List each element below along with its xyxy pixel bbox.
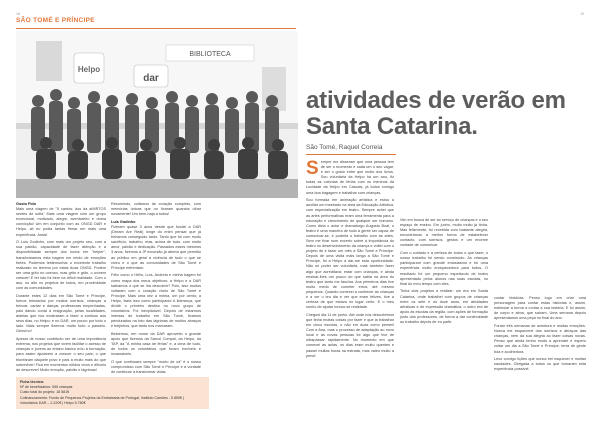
paragraph bbox=[16, 337, 106, 373]
paragraph-text: Cheguei dia 11 de junho. Até onde nós descobrimos que tinha muitas coisas por fazer e que ia trabalhar em cinco escolas, e não em duas como pensei! Com a Ana, mas o processo de adaptação ao novo local e às novas pessoas foi algo que tive de ultrapassar rapidamente. No momento em que comecei as aulas, os dias eram muito quentes e passei muitas horas na estrada, mas valeu muito a pena! bbox=[306, 312, 394, 358]
paragraph bbox=[111, 202, 201, 217]
info-box-line: Custo total do projeto: 18 581€ bbox=[20, 390, 70, 395]
paragraph bbox=[306, 198, 394, 310]
authors-divider bbox=[306, 154, 396, 155]
article-headline: atividades de verão em Santa Catarina. bbox=[306, 87, 566, 140]
paragraph bbox=[494, 324, 586, 355]
paragraph-text: Mais uma viagem de "5 cantos: dos da aMIRTOS sentes de sofia" Mais uma viagem com um grupo excecional, motivado, alegre, aventureiro e duma convicção! Um em conjunto com as ONGD DAR e Helpo, alí eu podia tantas firmar em mais uma experiência. Assis! bbox=[16, 207, 106, 237]
paragraph-text: Resumindo, voltamos de coração completo, com memórias únicas que no ficaram quantos olhar novamente! Um bem-haja a todos! bbox=[111, 202, 201, 217]
paragraph-text: Durante estes 12 dias em São Tomé e Príncipe, fomos brindados por muitos sorrisos, crianças a brincar, cantar e dançar, professoras empenhadas, pais dando conta a resignação, pelas localidades, aldeias que nos mostraram a fazer a sorrisos aos seus dias, no Helpo; e no DAR, um pouco por todo o lado. Mais sempre fizemos muito todo o passeio. Genuíno! bbox=[16, 293, 106, 334]
paragraph bbox=[494, 296, 586, 321]
paragraph bbox=[16, 202, 106, 238]
paragraph bbox=[400, 289, 488, 325]
paragraph-text: Foram três semanas de aventura e muitas emoções. Nunca me esquecerei dos sorrisos e abraços das crianças, nem da sua alegria ao fazer coisas novas. Penso que ainda tenho muito a aprender e espero voltar um dia a São Tomé e Príncipe, terra de gente boa e acolhedora. bbox=[494, 324, 586, 354]
paragraph-lead: Luís Godinho bbox=[111, 219, 136, 224]
section-label: SÃO TOMÉ E PRÍNCIPE bbox=[16, 17, 95, 24]
paragraph bbox=[111, 273, 201, 329]
paragraph-lead: Gosto Fido bbox=[16, 202, 37, 206]
paragraph-text: O Luís Godinho, com mais um projeto seu, com a sua paixão, capacidade de fazer atenção e a disponibilidade sempre dos todos em "helper", transformamos esta bagem em minto de emoções fortes. Podemos testemunhar o excelente trabalho realizado no terreno por estas duas ONGD. Podem ser uma grito no ocenso, mas grito e grito, o ovivem crescer! E ter isto foi bem na difícil realidade. Com o aso, no alto no projetos de todos, em proximidade com as comunidades. bbox=[16, 240, 106, 291]
right-column-b bbox=[400, 218, 488, 328]
paragraph-text: O que continuará sempre "morto de cá" é o nosso compromisso com São Tomé e Príncipe e a vontade de continuar a transformar vidas. bbox=[111, 360, 201, 375]
page-number-right: 19 bbox=[580, 12, 584, 16]
paragraph bbox=[400, 218, 488, 249]
paragraph-text: Tinha dois projetos a realizar: um era em Santa Catarina, onde trabalhei com grupos de crianças entre os sete e os doze anos, em atividades artísticas e de expressão dramática; o outro era de apoio às escolas da região, com ações de formação junto dos professores, de forma a dar continuidade ao trabalho depois de eu partir. bbox=[400, 289, 488, 324]
info-box-line: Voluntários DAR – 2.220€ | Helpo 5.780€ bbox=[20, 400, 86, 405]
left-column-b bbox=[111, 202, 201, 378]
info-box-title: Ficha técnica: bbox=[20, 380, 44, 384]
right-column-c bbox=[494, 296, 586, 375]
paragraph-text: Sou formada em animação artística e estou a auxiliar um mestrado na área da Educação Artística, com especialização em teatro. Sempre achei que as artes performativas eram uma ferramenta para a educação e crescimento de qualquer ser humano. Como dizia o actor e dramaturgo Augusto Boal, o teatro é uma maneira de toda a gente ser capaz de comunicar-se, e poderia o trabalho com as artes. Sem me fixar num excerto sobre a importância do teatro no desenvolvimento da criança e voltei com o projeto de ir fazer um mês a São Tomé e Príncipe. Depois de uma visita mais longa a São Tomé e Príncipe, foi a Helpo a dar-me esta oportunidade. Não só poder ser voluntária, mas também fazer algo que acreditava; estar com crianças, e ainda ensinar-lhes um pouco do que sabia na área do teatro que tanto me fascina. Aos primeiros dias tive muito medo de cometer erros, até mesmo pequenos. Quando comecei a conhecer as crianças e a ver o teu dia e ver que eram felizes, tive a certeza de que estava no lugar certo. E o meu sonho de ajudar tornou-se realidade. bbox=[306, 198, 395, 310]
sign-biblioteca: BIBLIOTECA bbox=[189, 51, 231, 58]
paragraph-text: Com o cuidado e a certeza de todos o que fazer, o nosso trabalho foi sendo construído. As crianças participaram com grande entusiasmo e foi uma experiência muito enriquecedora para todos. O resultado foi um pequeno espetáculo de teatro apresentado pelos alunos nas suas escolas, no final do meu tempo com eles. bbox=[400, 251, 488, 286]
sign-dar: dar bbox=[143, 73, 159, 84]
section-divider bbox=[16, 28, 296, 29]
paragraph-text: Bestemos, em nome da DAR aproveito o grande apoio que fizemos da Sarcol Compal, da Helpo, da TAP, da "A minha casa de férias" e, a cima de tudo, de todos os voluntários que foram incríveis e incansáveis. bbox=[111, 332, 201, 357]
right-column-a bbox=[306, 160, 394, 361]
group-photo bbox=[16, 31, 298, 198]
info-box-line: Nº de beneficiários: 595 crianças bbox=[20, 385, 73, 390]
page-number-left: 18 bbox=[16, 12, 20, 16]
paragraph-text: Apesar de nosso contributo ser de uma importância extrema, nos projetos que vivem facilitar o acesso de crianças e jovens ao ensino básico e/ou à formação, para assim ajudarem a crescer o seu país; o que triunfaram daquele povo e país à muito mais do que sobreviver! Fica em momentos nítidos vivos e difíceis de descrever! Muito emoção, paixão e lágrimas! bbox=[16, 337, 106, 372]
paragraph bbox=[111, 332, 201, 357]
paragraph-text: Feliz como o Hélio, Luís, Andreia e minha bagem foi como mapa dos meus objetivos: a Helpo e a DAR sabíamos o que se iria descobrir? Pois, isso muitos voltaram com o coração cheio de São Tomé e Príncipe. Mais uma vez a minha, um por cento; a Helpo, fazia isso como participado! A liderança, que dividir o primeiro destino no novo grupo de voluntários. Foi inexplicável. Depois de estarmos imersas de trabalho em São Tomé, ficamos pendurados na foto das lágrimas de muitos abraços e beijinhos, que tanto nos marcaram. bbox=[111, 273, 201, 329]
paragraph bbox=[111, 360, 201, 375]
info-box-line: Cofinanciamento: Fundo de Pequenos Projetos da Embaixada de Portugal, Instituto Camões - 5 850€ ) bbox=[20, 395, 185, 400]
paragraph-text: Fizeram quase 3 anos desde que fundei a DAR (Dream Are Real) longe do enim pensar que já tínhamos conseguido tanto. Tanto que foi com muito sacrifício, trabalho, mas, acima de tudo, com muito amor, paixão e dedicação. Passados esses mesmos 3 anos, fizemos a 3ª excursão já aberta que permitiu ao público em geral a vivência de tudo o que se viveu e o que as comunidades de São Tomé e Príncipe enfrentam. bbox=[111, 224, 201, 270]
paragraph bbox=[494, 357, 586, 372]
paragraph bbox=[400, 251, 488, 287]
paragraph-text: empre me disseram que uma pessoa tem de ser o momento e cada um o seu vagar, e ser o gosto entre que muito dos livros. Sou voluntária da Helpo há um ano, fiz todas as colónias de férias com os meninos da Lucidade da Helpo em Cascais, já todos comigo uma boa bagagem e trabalhar com crianças. bbox=[306, 160, 394, 195]
paragraph bbox=[306, 160, 394, 196]
paragraph-text: Levo comigo lições que nunca irei esquecer e muitas saudades. Obrigada a todos os que tornaram esta experiência possível. bbox=[494, 357, 586, 372]
paragraph bbox=[16, 240, 106, 291]
project-info-box bbox=[16, 377, 209, 409]
group-photo-illustration bbox=[16, 31, 298, 198]
drop-cap: S bbox=[306, 158, 319, 179]
paragraph bbox=[16, 294, 106, 335]
paragraph bbox=[306, 313, 394, 359]
paragraph bbox=[111, 220, 201, 271]
article-authors: São Tomé, Raquel Correia bbox=[306, 144, 383, 151]
sign-helpo: Helpo bbox=[77, 65, 101, 74]
paragraph-text: contar histórias. Penso logo em criar uma personagem para contar estas histórias e, assim, estimular a turma a contar a sua história. E foi assim, de corpo e alma, que saíram. Uma semana depois apresentamos uma peça no final do ano. bbox=[494, 296, 586, 321]
paragraph-text: Vim em busca de ser ao serviço de crianças e o seu espaço de ensino. Em junho, muito muito já tinha. Mas felizmente, fui recebida com bastante alegria, encontrámos a melhor forma de estabelecer contacto, com sorrisos, gestos e um enorme vontade de comunicar. bbox=[400, 218, 488, 248]
left-column-a bbox=[16, 202, 106, 375]
